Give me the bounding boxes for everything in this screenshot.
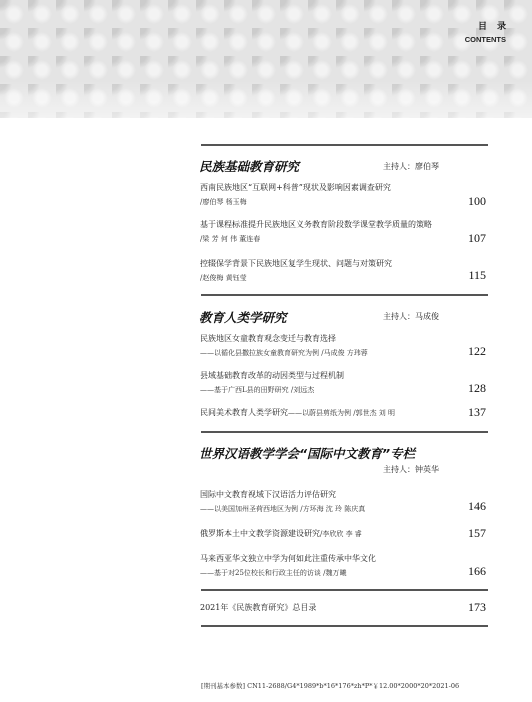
banner-fade xyxy=(0,80,532,150)
entry-authors: ——基于广西L县的田野研究 /刘远杰 xyxy=(200,386,315,394)
journal-parameters: [期刊基本参数] CN11-2688/G4*1989*b*16*176*zh*P*￥12.00*2000*20*2021-06 xyxy=(201,682,460,690)
entry-authors: ——以蔚县剪纸为例 /郭世杰 刘 明 xyxy=(288,409,396,417)
section-title-1: 民族基础教育研究 xyxy=(199,159,300,174)
entry-line xyxy=(200,407,488,419)
entry-authors: ——以美国加州圣荷西地区为例 /方环海 沈 玲 陈庆真 xyxy=(200,505,366,513)
section-title-3: 世界汉语教学学会“国际中文教育”专栏 xyxy=(199,446,416,461)
toc-entry-annual[interactable] xyxy=(200,602,488,613)
entry-page: 122 xyxy=(468,344,486,358)
toc-entry[interactable] xyxy=(200,258,488,283)
toc-entry[interactable] xyxy=(200,333,488,358)
section-host-1: 主持人：廖伯琴 xyxy=(383,162,439,171)
entry-authors: /赵俊梅 黄钰莹 xyxy=(200,274,247,282)
entry-title: 基于课程标准提升民族地区义务教育阶段数学课堂教学质量的策略 xyxy=(200,220,432,229)
entry-page: 166 xyxy=(468,564,486,578)
entry-title: 马来西亚华文独立中学为何如此注重传承中华文化 xyxy=(200,554,376,563)
entry-title: 控辍保学背景下民族地区复学生现状、问题与对策研究 xyxy=(200,259,392,268)
toc-entry[interactable] xyxy=(200,407,488,419)
toc-entry[interactable] xyxy=(200,489,488,514)
divider-bottom xyxy=(201,625,488,627)
entry-title: 国际中文教育视域下汉语活力评估研究 xyxy=(200,490,336,499)
annual-page: 173 xyxy=(468,600,486,614)
divider-top xyxy=(201,144,488,146)
entry-page: 157 xyxy=(468,526,486,540)
entry-authors: /李欣欣 李 睿 xyxy=(320,530,362,538)
entry-page: 128 xyxy=(468,381,486,395)
toc-entry[interactable] xyxy=(200,553,488,578)
divider-section-2 xyxy=(201,294,488,296)
divider-section-3 xyxy=(201,431,488,433)
entry-title: 民族地区女童教育观念变迁与教育选择 xyxy=(200,334,336,343)
entry-line xyxy=(200,528,488,540)
entry-page: 146 xyxy=(468,499,486,513)
entry-title: 县域基础教育改革的动因类型与过程机制 xyxy=(200,371,344,380)
toc-title-cn: 目录 xyxy=(477,22,516,32)
entry-title: 民间美术教育人类学研究 xyxy=(200,408,288,417)
entry-authors: ——基于对25位校长和行政主任的访谈 /魏万曦 xyxy=(200,569,347,577)
toc-entry[interactable] xyxy=(200,219,488,244)
entry-page: 115 xyxy=(468,268,486,282)
entry-page: 107 xyxy=(468,231,486,245)
toc-entry[interactable] xyxy=(200,370,488,395)
divider-annual xyxy=(201,589,488,591)
section-host-3: 主持人：钟英华 xyxy=(383,465,439,474)
entry-authors: ——以循化县撒拉族女童教育研究为例 /马成俊 方玮蓉 xyxy=(200,349,368,357)
entry-page: 137 xyxy=(468,405,486,419)
entry-authors: /梁 芳 何 伟 董连春 xyxy=(200,235,261,243)
toc-entry[interactable] xyxy=(200,528,488,540)
toc-entry[interactable] xyxy=(200,182,488,207)
section-host-2: 主持人：马成俊 xyxy=(383,312,439,321)
entry-title: 西南民族地区“互联网+科普”现状及影响因素调查研究 xyxy=(200,183,391,192)
entry-title: 俄罗斯本土中文教学资源建设研究 xyxy=(200,529,320,538)
section-title-2: 教育人类学研究 xyxy=(199,310,287,325)
toc-title-en: CONTENTS xyxy=(464,35,506,44)
annual-title: 2021年《民族教育研究》总目录 xyxy=(200,603,317,612)
entry-authors: /廖伯琴 杨玉梅 xyxy=(200,198,247,206)
toc-header xyxy=(464,19,516,44)
entry-page: 100 xyxy=(468,194,486,208)
